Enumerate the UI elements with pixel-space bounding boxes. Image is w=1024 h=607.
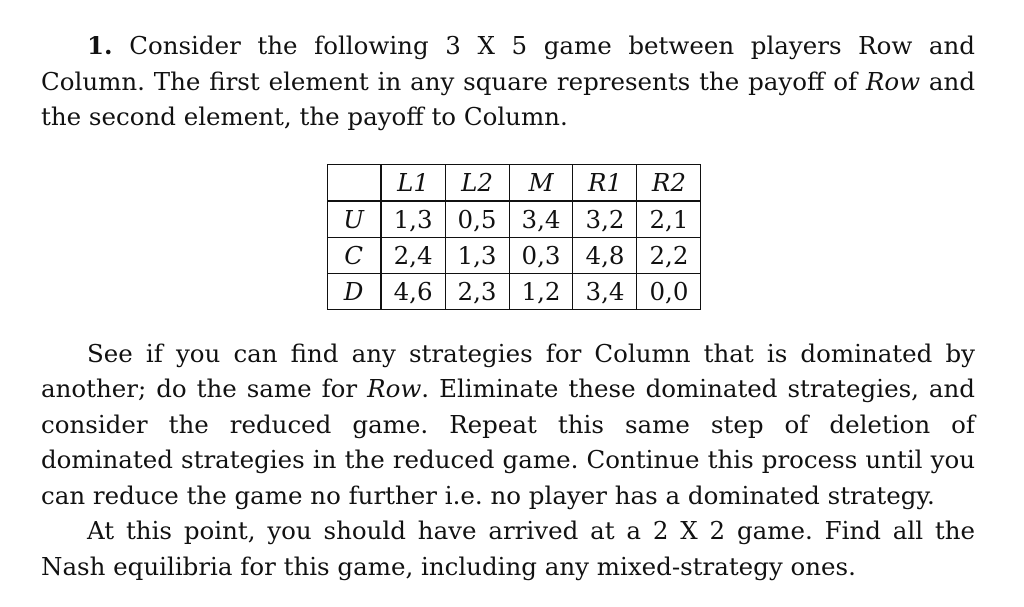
instructions-text-2: . Eliminate these dominated strategies, and consider the reduced game. Repeat this same step of deletion of dominated strategies in the reduced game. Continue this process until you can reduce the game no further i.e. no player has a dominated strategy. xyxy=(41,374,975,510)
payoff-cell: 1,3 xyxy=(445,237,509,273)
row-label-u: U xyxy=(327,201,381,238)
payoff-cell: 3,2 xyxy=(573,201,637,238)
intro-row-word: Row xyxy=(865,66,921,96)
problem-statement xyxy=(41,28,975,135)
payoff-cell: 3,4 xyxy=(509,201,573,238)
payoff-cell: 2,1 xyxy=(637,201,701,238)
corner-cell xyxy=(327,164,381,201)
table-row-d xyxy=(327,273,701,309)
instructions-paragraph xyxy=(41,336,975,514)
problem-number: 1. xyxy=(87,31,113,60)
payoff-cell: 3,4 xyxy=(573,273,637,309)
payoff-matrix xyxy=(327,164,702,310)
instructions-text-1: See if you can find any strategies for Column that is dominated by another; do the same for xyxy=(41,338,975,403)
task-paragraph: At this point, you should have arrived at a 2 X 2 game. Find all the Nash equilibria for this game, including any mixed-strategy ones. xyxy=(41,516,975,581)
col-header-r1: R1 xyxy=(573,164,637,201)
intro-text-1: Consider the following 3 X 5 game between players Row and Column. The first element in any square represents the payoff of xyxy=(41,31,975,96)
game-table-wrapper xyxy=(41,164,975,310)
payoff-cell: 2,4 xyxy=(381,237,445,273)
payoff-cell: 0,0 xyxy=(637,273,701,309)
payoff-cell: 2,2 xyxy=(637,237,701,273)
instructions-row-word: Row xyxy=(367,374,422,403)
row-label-c: C xyxy=(327,237,381,273)
col-header-l1: L1 xyxy=(381,164,445,201)
table-row-c xyxy=(327,237,701,273)
col-header-m: M xyxy=(509,164,573,201)
intro-text-2: and the second element, the payoff to Column. xyxy=(41,66,976,131)
payoff-cell: 0,5 xyxy=(445,201,509,238)
col-header-l2: L2 xyxy=(445,164,509,201)
payoff-cell: 1,3 xyxy=(381,201,445,238)
document-page xyxy=(41,28,975,584)
payoff-cell: 0,3 xyxy=(509,237,573,273)
header-row xyxy=(327,164,701,201)
payoff-cell: 1,2 xyxy=(509,273,573,309)
payoff-cell: 4,6 xyxy=(381,273,445,309)
table-row-u xyxy=(327,201,701,238)
payoff-cell: 4,8 xyxy=(573,237,637,273)
payoff-cell: 2,3 xyxy=(445,273,509,309)
row-label-d: D xyxy=(327,273,381,309)
col-header-r2: R2 xyxy=(637,164,701,201)
